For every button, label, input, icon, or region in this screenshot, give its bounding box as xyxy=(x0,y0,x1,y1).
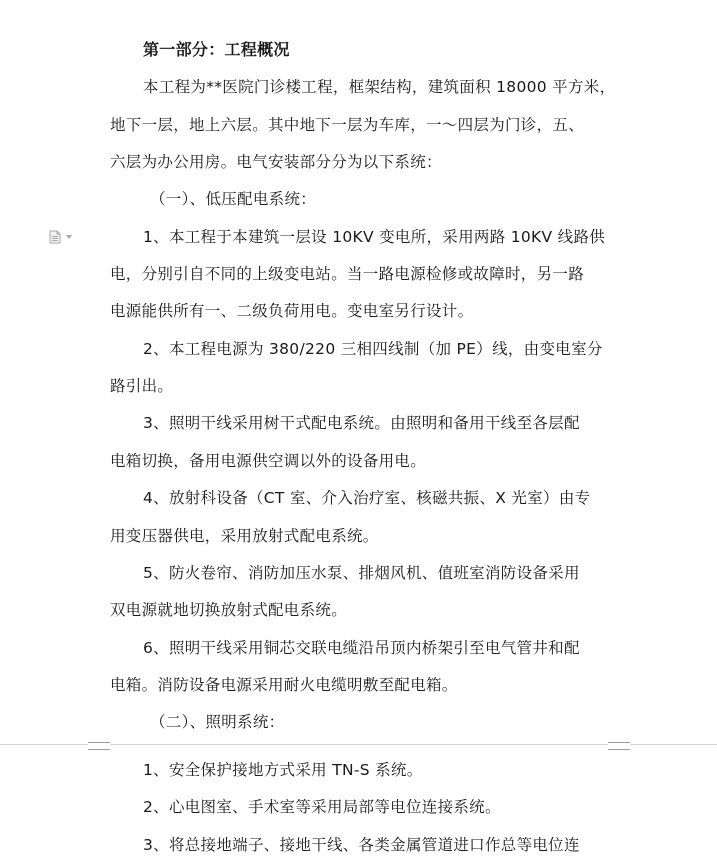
document-icon[interactable] xyxy=(48,230,62,244)
chevron-down-icon[interactable] xyxy=(66,235,72,239)
subsection-title: （一）、低压配电系统： xyxy=(150,190,317,208)
paragraph-line: 3、照明干线采用树干式配电系统。由照明和备用干线至各层配 xyxy=(143,414,580,432)
paragraph-line: 六层为办公用房。电气安装部分分为以下系统： xyxy=(110,153,442,171)
paragraph-line: 3、将总接地端子、接地干线、各类金属管道进口作总等电位连 xyxy=(143,836,580,854)
paragraph-line: 电箱切换，备用电源供空调以外的设备用电。 xyxy=(110,452,427,470)
paragraph-line: 双电源就地切换放射式配电系统。 xyxy=(110,601,348,619)
paragraph-line: 用变压器供电，采用放射式配电系统。 xyxy=(110,527,379,545)
paragraph-line: 电源能供所有一、二级负荷用电。变电室另行设计。 xyxy=(110,302,474,320)
paragraph-line: 2、心电图室、手术室等采用局部等电位连接系统。 xyxy=(143,798,501,816)
paragraph-line: 电，分别引自不同的上级变电站。当一路电源检修或故障时，另一路 xyxy=(110,265,585,283)
paragraph-line: 1、本工程于本建筑一层设 10KV 变电所，采用两路 10KV 线路供 xyxy=(143,228,606,246)
paragraph-line: 本工程为**医院门诊楼工程，框架结构，建筑面积 18000 平方米， xyxy=(143,78,616,96)
paragraph-line: 5、防火卷帘、消防加压水泵、排烟风机、值班室消防设备采用 xyxy=(143,564,580,582)
paragraph-line: 4、放射科设备（CT 室、介入治疗室、核磁共振、X 光室）由专 xyxy=(143,489,591,507)
paragraph-line: 地下一层，地上六层。其中地下一层为车库，一～四层为门诊，五、 xyxy=(110,116,585,134)
page-corner-mark-right xyxy=(608,742,630,750)
paragraph-line: 电箱。消防设备电源采用耐火电缆明敷至配电箱。 xyxy=(110,676,458,694)
paragraph-line: 路引出。 xyxy=(110,377,174,395)
page-corner-mark-left xyxy=(88,742,110,750)
paragraph-line: 2、本工程电源为 380/220 三相四线制（加 PE）线，由变电室分 xyxy=(143,340,603,358)
paragraph-line: 6、照明干线采用铜芯交联电缆沿吊顶内桥架引至电气管井和配 xyxy=(143,639,580,657)
subsection-title: （二）、照明系统： xyxy=(150,713,285,731)
section-heading: 第一部分：工程概况 xyxy=(143,40,290,59)
paragraph-line: 1、安全保护接地方式采用 TN-S 系统。 xyxy=(143,761,423,779)
